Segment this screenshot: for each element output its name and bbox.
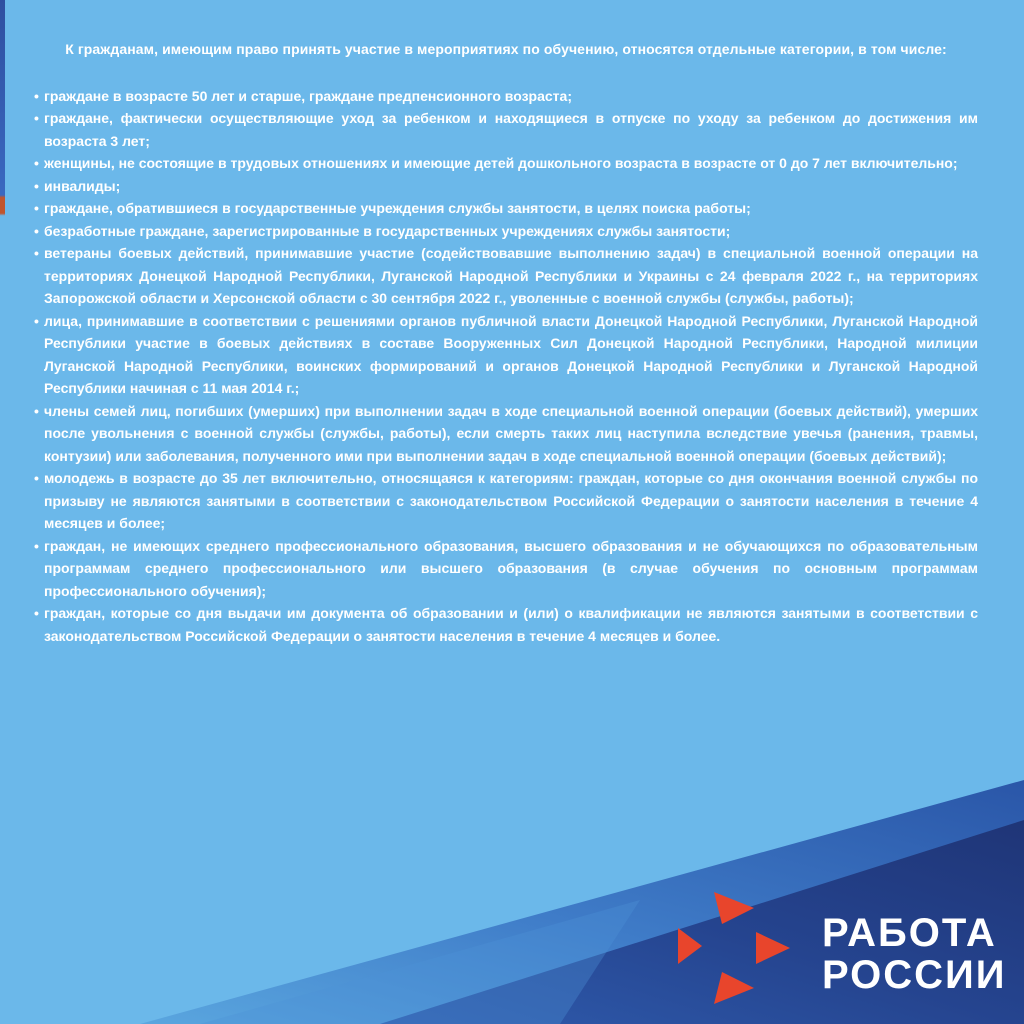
list-item: • лица, принимавшие в соответствии с решениями органов публичной власти Донецкой Народной Республики, Луганской Народной Республики участие в боевых действиях в составе Вооруженных Сил Донецкой Народной Республики, Народной милиции Луганской Народной Республики, воинских формирований и органов Донецкой Народной Республики и Луганской Народной Республики начиная с 11 мая 2014 г.;: [34, 310, 978, 400]
logo-line-2: РОССИИ: [822, 953, 1007, 997]
list-item: • граждане, обратившиеся в государственные учреждения службы занятости, в целях поиска работы;: [34, 197, 978, 220]
document-body: [34, 38, 978, 647]
list-item: • граждан, не имеющих среднего профессионального образования, высшего образования и не обучающихся по образовательным программам среднего профессионального или высшего образования (в случае обучения по основным программам профессионального обучения);: [34, 535, 978, 603]
list-item: • ветераны боевых действий, принимавшие участие (содействовавшие выполнению задач) в специальной военной операции на территориях Донецкой Народной Республики, Луганской Народной Республики и Украины с 24 февраля 2022 г., на территориях Запорожской области и Херсонской области с 30 сентября 2022 г., уволенные с военной службы (службы, работы);: [34, 242, 978, 310]
left-edge-accent: [0, 0, 5, 260]
list-item: • безработные граждане, зарегистрированные в государственных учреждениях службы занятости;: [34, 220, 978, 243]
list-item: • члены семей лиц, погибших (умерших) при выполнении задач в ходе специальной военной операции (боевых действий), умерших после увольнения с военной службы (службы, работы), если смерть таких лиц наступила вследствие увечья (ранения, травмы, контузии) или заболевания, полученного ими при выполнении задач в ходе специальной военной операции (боевых действий);: [34, 400, 978, 468]
list-item: • граждане, фактически осуществляющие уход за ребенком и находящиеся в отпуске по уходу за ребенком до достижения им возраста 3 лет;: [34, 107, 978, 152]
list-item: • граждан, которые со дня выдачи им документа об образовании и (или) о квалификации не являются занятыми в соответствии с законодательством Российской Федерации о занятости населения в течение 4 месяцев и более.: [34, 602, 978, 647]
list-item: • молодежь в возрасте до 35 лет включительно, относящаяся к категориям: граждан, которые со дня окончания военной службы по призыву не являются занятыми в соответствии с законодательством Российской Федерации о занятости населения в течение 4 месяцев и более;: [34, 467, 978, 535]
list-item: • инвалиды;: [34, 175, 978, 198]
rabota-rossii-logo: [672, 888, 1012, 1008]
criteria-list: [34, 85, 978, 648]
intro-text: К гражданам, имеющим право принять участие в мероприятиях по обучению, относятся отдельные категории, в том числе:: [65, 41, 947, 57]
logo-arrows-icon: [672, 888, 802, 1008]
list-item: • граждане в возрасте 50 лет и старше, граждане предпенсионного возраста;: [34, 85, 978, 108]
logo-line-1: РАБОТА: [822, 911, 997, 955]
logo-wordmark: [822, 912, 1007, 996]
list-item: • женщины, не состоящие в трудовых отношениях и имеющие детей дошкольного возраста в возрасте от 0 до 7 лет включительно;: [34, 152, 978, 175]
